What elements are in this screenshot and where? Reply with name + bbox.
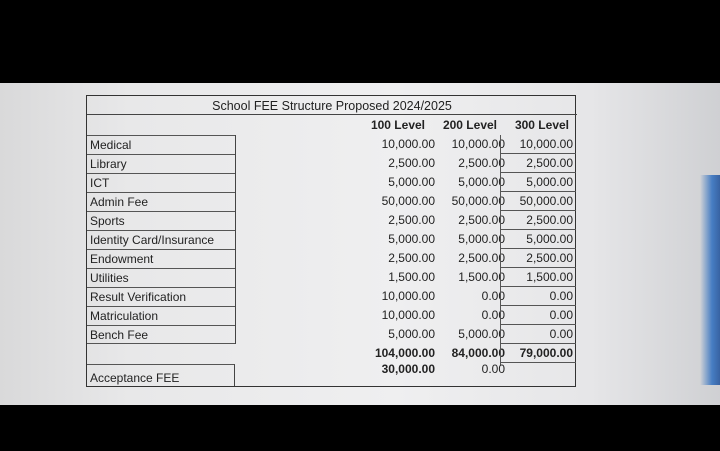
cell: 5,000.00 (526, 175, 573, 189)
paper-sheet (0, 83, 720, 405)
cell: 10,000.00 (381, 308, 435, 322)
acceptance-100-level: 30,000.00 (381, 362, 435, 376)
cell: 0.00 (481, 308, 505, 322)
row-label-ict: ICT (87, 173, 235, 192)
cell: 10,000.00 (381, 137, 435, 151)
background-object (700, 175, 720, 385)
row-label-bench-fee: Bench Fee (87, 325, 235, 344)
acceptance-200-level: 0.00 (481, 362, 505, 376)
cell: 10,000.00 (381, 289, 435, 303)
total-200-level: 84,000.00 (451, 346, 505, 360)
cell: 50,000.00 (381, 194, 435, 208)
column-100-level (355, 135, 435, 363)
row-label-sports: Sports (87, 211, 235, 230)
cell: 0.00 (549, 289, 573, 303)
cell: 5,000.00 (458, 327, 505, 341)
row-label-identity-card: Identity Card/Insurance (87, 230, 235, 249)
column-header-300-level: 300 Level (514, 118, 569, 132)
cell: 5,000.00 (388, 327, 435, 341)
cell: 1,500.00 (458, 270, 505, 284)
column-header-100-level: 100 Level (370, 118, 425, 132)
total-100-level: 104,000.00 (374, 346, 435, 360)
cell: 0.00 (481, 289, 505, 303)
cell: 10,000.00 (451, 137, 505, 151)
cell: 2,500.00 (526, 251, 573, 265)
cell: 2,500.00 (458, 251, 505, 265)
row-label-endowment: Endowment (87, 249, 235, 268)
cell: 5,000.00 (458, 175, 505, 189)
cell: 2,500.00 (526, 213, 573, 227)
cell: 2,500.00 (388, 156, 435, 170)
row-label-library: Library (87, 154, 235, 173)
cell: 2,500.00 (526, 156, 573, 170)
row-label-result-verification: Result Verification (87, 287, 235, 306)
acceptance-fee-label: Acceptance FEE (87, 364, 235, 386)
row-labels (87, 135, 236, 344)
cell: 0.00 (549, 308, 573, 322)
cell: 5,000.00 (388, 175, 435, 189)
fee-table (86, 95, 576, 387)
cell: 0.00 (549, 327, 573, 341)
cell: 50,000.00 (451, 194, 505, 208)
row-label-admin-fee: Admin Fee (87, 192, 235, 211)
table-title: School FEE Structure Proposed 2024/2025 (87, 98, 577, 115)
cell: 2,500.00 (388, 251, 435, 265)
row-label-matriculation: Matriculation (87, 306, 235, 325)
cell: 5,000.00 (458, 232, 505, 246)
cell: 2,500.00 (458, 156, 505, 170)
cell: 1,500.00 (388, 270, 435, 284)
cell: 1,500.00 (526, 270, 573, 284)
cell: 5,000.00 (526, 232, 573, 246)
column-300-level (493, 135, 573, 363)
cell: 2,500.00 (388, 213, 435, 227)
total-300-level: 79,000.00 (519, 346, 573, 360)
cell: 10,000.00 (519, 137, 573, 151)
row-label-medical: Medical (87, 135, 235, 154)
column-header-200-level: 200 Level (442, 118, 497, 132)
cell: 5,000.00 (388, 232, 435, 246)
cell: 50,000.00 (519, 194, 573, 208)
cell: 2,500.00 (458, 213, 505, 227)
row-label-utilities: Utilities (87, 268, 235, 287)
